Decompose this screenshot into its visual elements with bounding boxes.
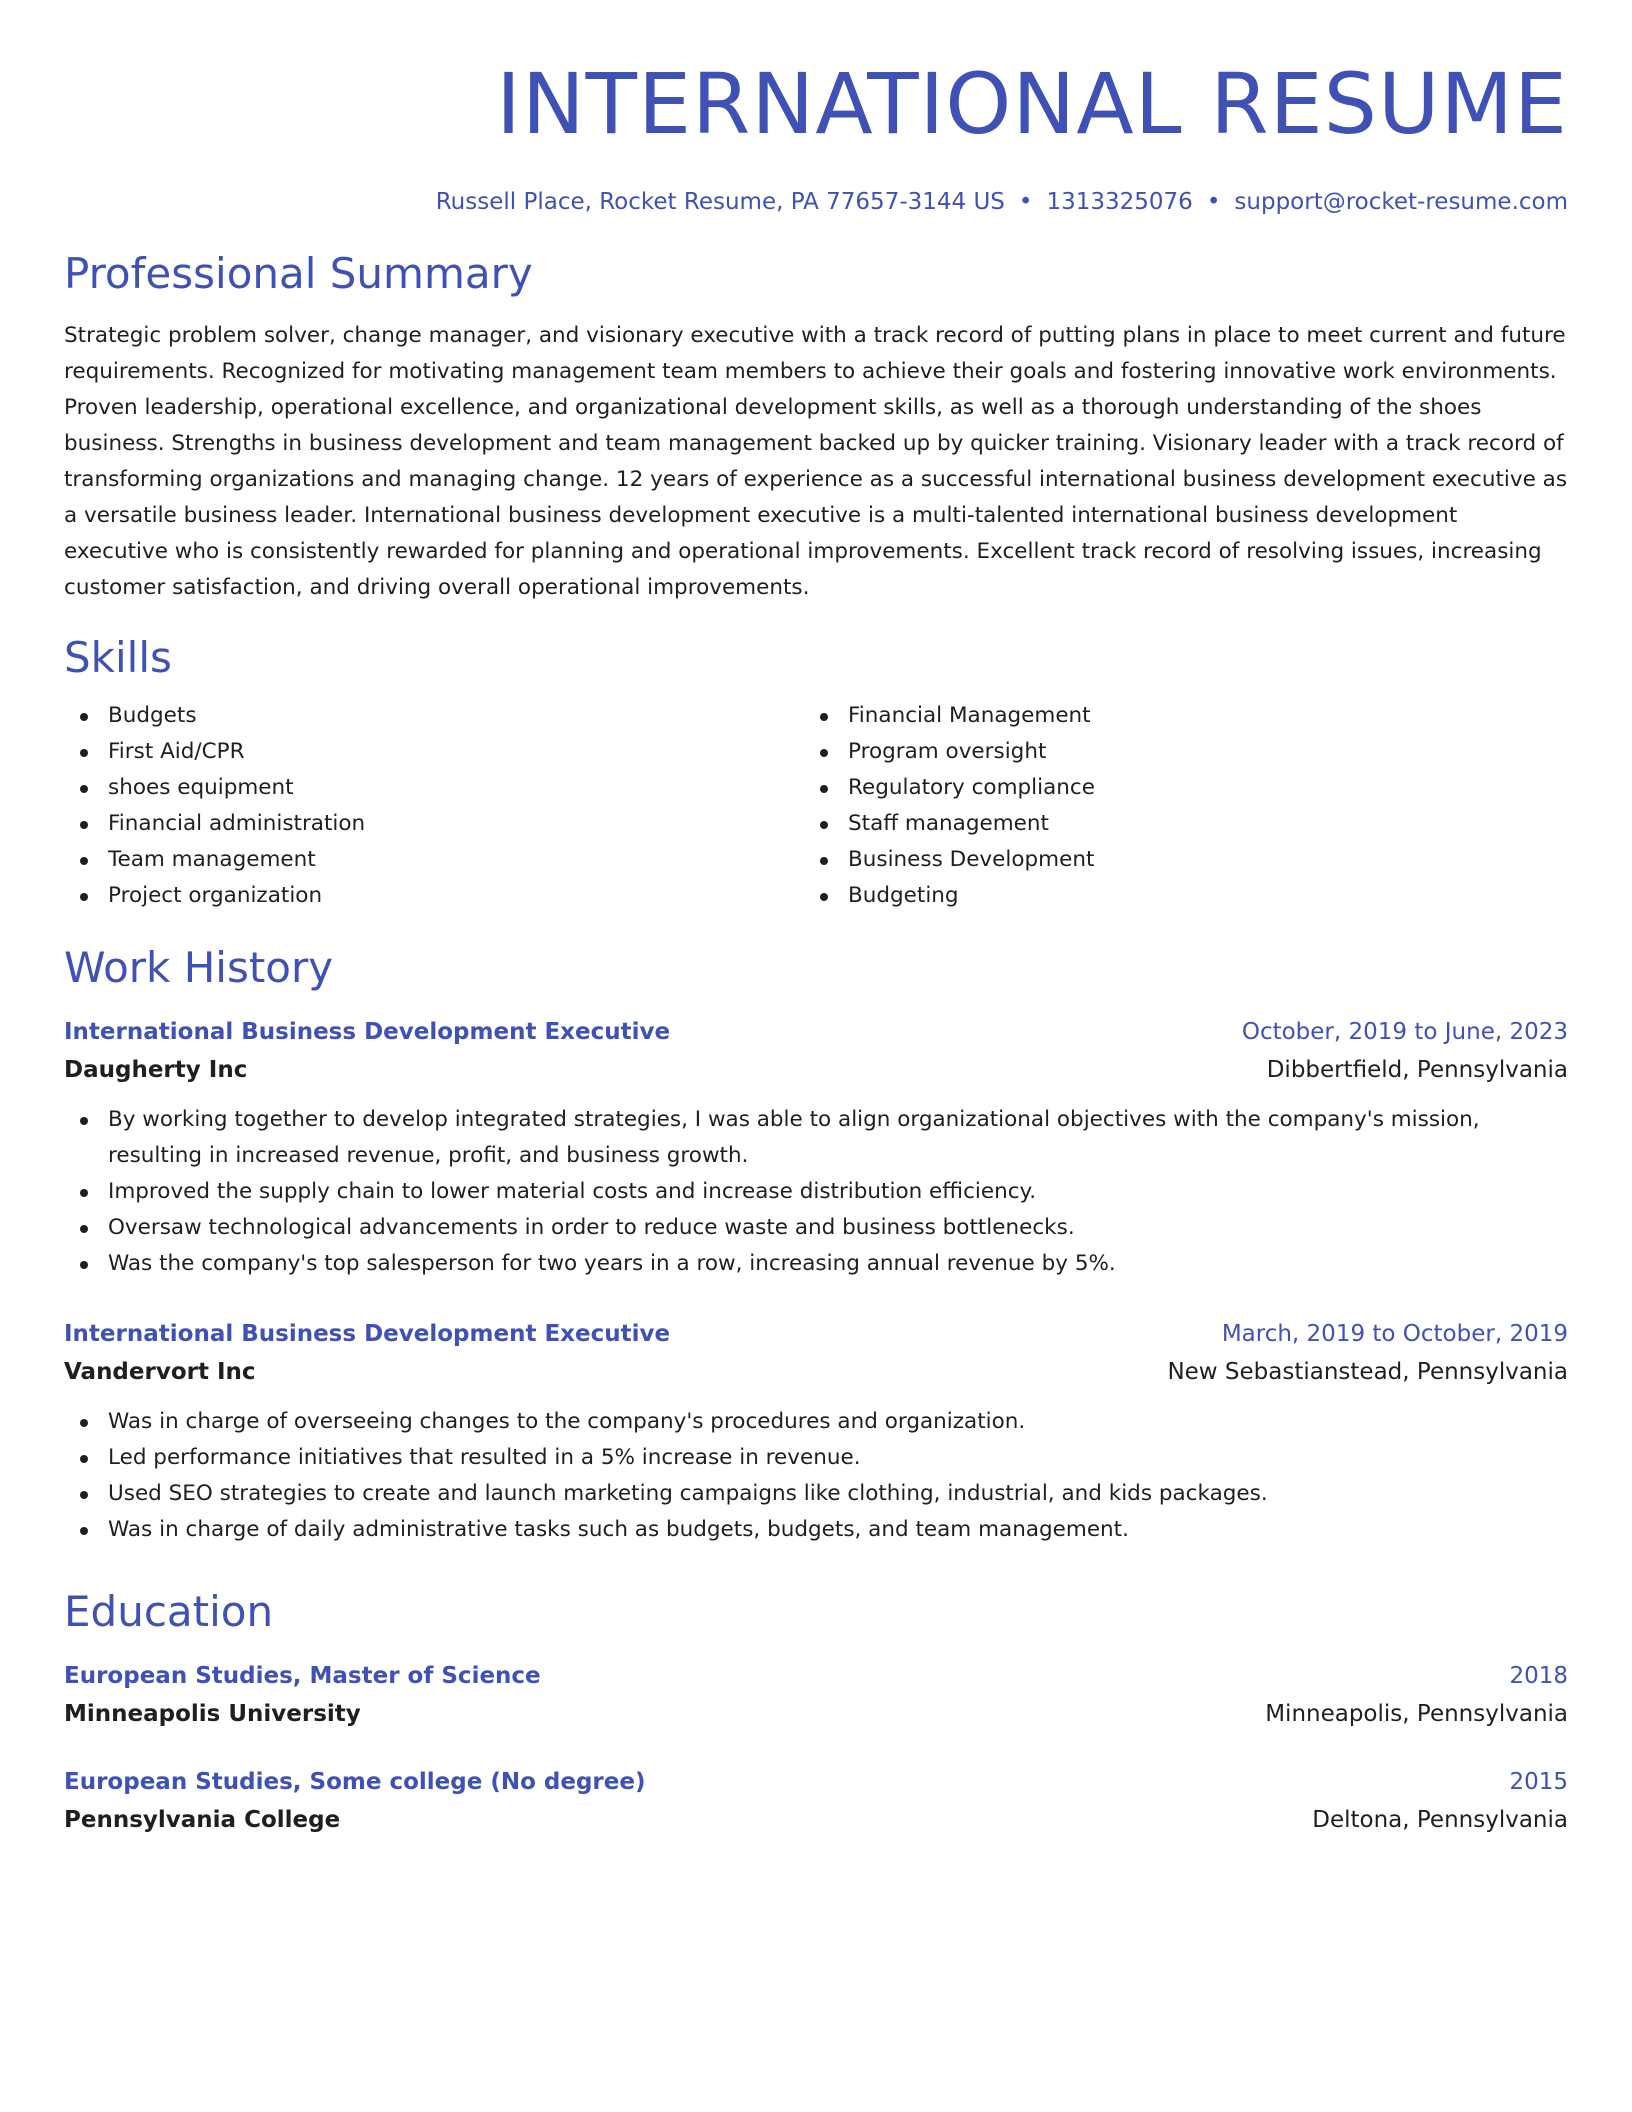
job-role: International Business Development Executive xyxy=(64,1321,671,1347)
education-school-row xyxy=(64,1694,1568,1734)
job-dates: October, 2019 to June, 2023 xyxy=(1241,1019,1568,1045)
job-bullet: Oversaw technological advancements in order to reduce waste and business bottlenecks. xyxy=(64,1210,1568,1246)
skill-item: Project organization xyxy=(64,878,804,914)
job-location: Dibbertfield, Pennsylvania xyxy=(1266,1057,1568,1083)
job-bullet: Was in charge of daily administrative tasks such as budgets, budgets, and team management. xyxy=(64,1512,1568,1548)
job-title-row xyxy=(64,1014,1568,1050)
education-degree: European Studies, Master of Science xyxy=(64,1663,541,1689)
education-heading: Education xyxy=(64,1587,274,1636)
skill-item: Financial Management xyxy=(804,698,1544,734)
skill-item: Regulatory compliance xyxy=(804,770,1544,806)
job-bullets xyxy=(64,1404,1568,1548)
job-entry xyxy=(64,1014,1568,1282)
contact-address: Russell Place, Rocket Resume, PA 77657-3144 US xyxy=(435,189,1005,215)
contact-separator: • xyxy=(1206,189,1221,215)
skills-list xyxy=(64,698,1568,914)
skills-column-right xyxy=(804,698,1544,914)
resume-header xyxy=(64,0,1568,218)
job-bullet: Improved the supply chain to lower material costs and increase distribution efficiency. xyxy=(64,1174,1568,1210)
job-bullet: By working together to develop integrated strategies, I was able to align organizational objectives with the company's mission, resulting in increased revenue, profit, and business growth. xyxy=(64,1102,1568,1174)
job-bullet: Led performance initiatives that resulted in a 5% increase in revenue. xyxy=(64,1440,1568,1476)
contact-email: support@rocket-resume.com xyxy=(1234,189,1568,215)
job-title-row xyxy=(64,1316,1568,1352)
education-school-row xyxy=(64,1800,1568,1840)
summary-text: Strategic problem solver, change manager, and visionary executive with a track record of putting plans in place to meet current and future requirements. Recognized for motivating management team members to achieve their goals and fostering innovative work environments. Proven leadership, operational excellence, and organizational development skills, as well as a thorough understanding of the shoes business. Strengths in business development and team management backed up by quicker training. Visionary leader with a track record of transforming organizations and managing change. 12 years of experience as a successful international business development executive as a versatile business leader. International business development executive is a multi-talented international business development executive who is consistently rewarded for planning and operational improvements. Excellent track record of resolving issues, increasing customer satisfaction, and driving overall operational improvements. xyxy=(64,323,1568,600)
skill-item: First Aid/CPR xyxy=(64,734,804,770)
job-entry xyxy=(64,1316,1568,1548)
job-role: International Business Development Executive xyxy=(64,1019,671,1045)
job-location: New Sebastianstead, Pennsylvania xyxy=(1167,1359,1568,1385)
skills-column-left xyxy=(64,698,804,914)
skill-item: Budgeting xyxy=(804,878,1544,914)
education-year: 2018 xyxy=(1509,1663,1568,1689)
education-school: Pennsylvania College xyxy=(64,1807,341,1833)
skills-heading: Skills xyxy=(64,633,172,682)
contact-phone: 1313325076 xyxy=(1046,189,1193,215)
job-bullets xyxy=(64,1102,1568,1282)
job-company: Vandervort Inc xyxy=(64,1359,256,1385)
skill-item: shoes equipment xyxy=(64,770,804,806)
summary-heading: Professional Summary xyxy=(64,249,533,298)
skill-item: Business Development xyxy=(804,842,1544,878)
education-location: Minneapolis, Pennsylvania xyxy=(1265,1701,1568,1727)
job-bullet: Used SEO strategies to create and launch marketing campaigns like clothing, industrial, and kids packages. xyxy=(64,1476,1568,1512)
education-location: Deltona, Pennsylvania xyxy=(1312,1807,1568,1833)
contact-separator: • xyxy=(1018,189,1033,215)
work-history-heading: Work History xyxy=(64,943,334,992)
job-bullet: Was the company's top salesperson for two years in a row, increasing annual revenue by 5%. xyxy=(64,1246,1568,1282)
job-dates: March, 2019 to October, 2019 xyxy=(1221,1321,1568,1347)
job-company-row xyxy=(64,1050,1568,1090)
skill-item: Financial administration xyxy=(64,806,804,842)
job-company-row xyxy=(64,1352,1568,1392)
resume-name: INTERNATIONAL RESUME xyxy=(496,55,1568,153)
education-degree-row xyxy=(64,1658,1568,1694)
contact-line xyxy=(64,186,1568,218)
skill-item: Budgets xyxy=(64,698,804,734)
education-entry xyxy=(64,1764,1568,1840)
skill-item: Program oversight xyxy=(804,734,1544,770)
job-bullet: Was in charge of overseeing changes to the company's procedures and organization. xyxy=(64,1404,1568,1440)
education-school: Minneapolis University xyxy=(64,1701,361,1727)
education-degree-row xyxy=(64,1764,1568,1800)
job-company: Daugherty Inc xyxy=(64,1057,248,1083)
education-year: 2015 xyxy=(1509,1769,1568,1795)
education-entry xyxy=(64,1658,1568,1734)
skill-item: Team management xyxy=(64,842,804,878)
education-degree: European Studies, Some college (No degree) xyxy=(64,1769,646,1795)
skill-item: Staff management xyxy=(804,806,1544,842)
